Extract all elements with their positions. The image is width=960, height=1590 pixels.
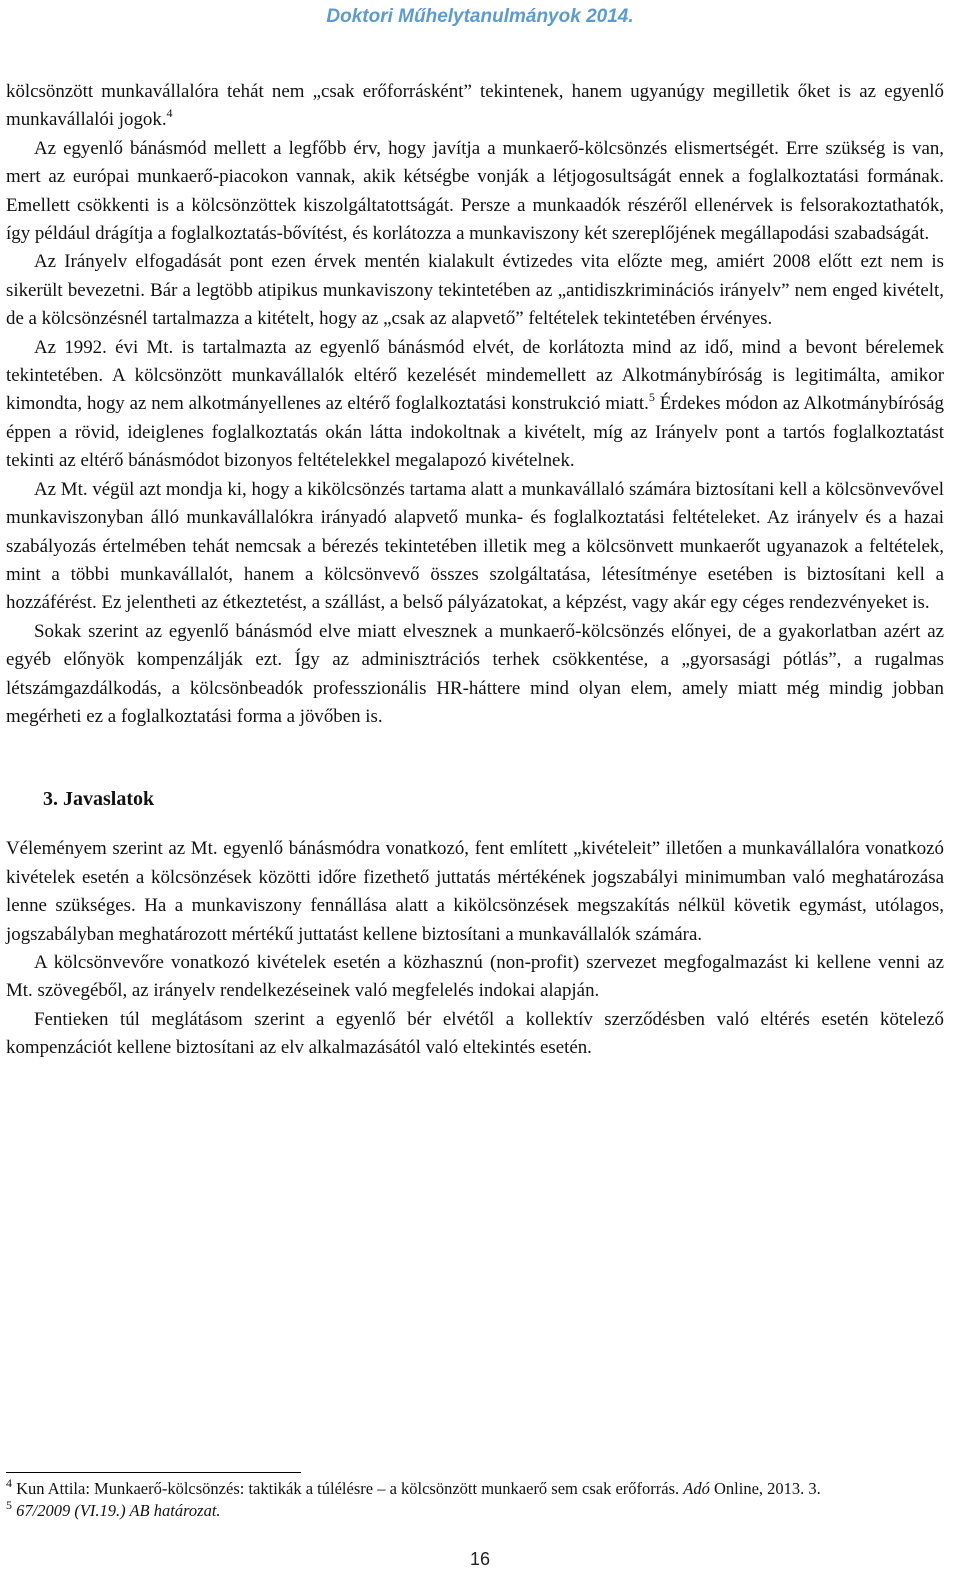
paragraph xyxy=(6,135,944,249)
footnotes xyxy=(6,1475,944,1522)
document-body xyxy=(6,78,944,1063)
paragraph xyxy=(6,248,944,333)
paragraph-text: Sokak szerint az egyenlő bánásmód elve miatt elvesznek a munkaerő-kölcsönzés előnyei, de a gyakorlatban azért az egyéb előnyök kompenzálják ezt. Így az adminisztrációs terhek csökkentése, a „gyorsasági pótlás”, a rugalmas létszámgazdálkodás, a kölcsönbeadók professzionális HR-háttere mind olyan elem, amely miatt még mindig jobban megérheti ez a foglalkoztatási forma a jövőben is. xyxy=(6,620,944,727)
section-heading: 3. Javaslatok xyxy=(43,788,155,811)
paragraph-text: Érdekes módon az Alkotmánybíróság éppen a rövid, ideiglenes foglalkoztatás okán látta indokoltnak a kivételt, míg az Irányelv pont a tartós foglalkoztatást tekinti az eltérő bánásmódot bizonyos feltételekkel megalapozó kivételnek. xyxy=(6,393,944,472)
paragraph-text: Az Mt. végül azt mondja ki, hogy a kikölcsönzés tartama alatt a munkavállaló számára biztosítani kell a kölcsönvevővel munkaviszonyban álló munkavállalókra irányadó alapvető munka- és foglalkoztatási feltételeket. Az irányelv és a hazai szabályozás értelmében tehát nemcsak a bérezés tekintetében illetik meg a kölcsönvett munkaerőt ugyanazok a feltételek, mint a többi munkavállalót, hanem a kölcsönvevő összes szolgáltatása, létesítménye esetében is biztosítani kell a hozzáférést. Ez jelentheti az étkeztetést, a szállást, a belső pályázatokat, a képzést, vagy akár egy céges rendezvényeket is. xyxy=(6,478,944,614)
paragraph-text: Az 1992. évi Mt. is tartalmazta az egyenlő bánásmód elvét, de korlátozta mind az idő, mind a bevont bérelemek tekintetében. A kölcsönzött munkavállalók eltérő kezelését mindemellett az Alkotmánybíróság is legitimálta, amikor kimondta, hogy az nem alkotmányellenes az eltérő foglalkoztatási konstrukció miatt. xyxy=(6,336,944,415)
footnote-separator xyxy=(6,1472,301,1473)
footnote-text: Kun Attila: Munkaerő-kölcsönzés: taktikák a túlélésre – a kölcsönzött munkaerő sem csak erőforrás. xyxy=(12,1479,684,1498)
footnote-number: 4 xyxy=(6,1475,12,1490)
paragraph-text: Az Irányelv elfogadását pont ezen érvek mentén kialakult évtizedes vita előzte meg, amiért 2008 előtt ezt nem is sikerült bevezetni. Bár a legtöbb atipikus munkaviszony tekintetében az „antidiszkriminációs irányelv” nem enged kivételt, de a kölcsönzésnél tartalmazza a kitételt, hogy az „csak az alapvető” feltételek tekintetében érvényes. xyxy=(6,251,944,330)
running-header: Doktori Műhelytanulmányok 2014. xyxy=(326,6,634,27)
footnote-source: Adó xyxy=(683,1479,710,1498)
paragraph xyxy=(6,334,944,476)
footnote-text: Online, 2013. 3. xyxy=(709,1479,821,1498)
footnote-source: 67/2009 (VI.19.) AB határozat. xyxy=(12,1501,221,1520)
footnote-ref[interactable]: 5 xyxy=(648,390,655,405)
footnote xyxy=(6,1497,944,1522)
paragraph: Véleményem szerint az Mt. egyenlő bánásmódra vonatkozó, fent említett „kivételeit” illetően a munkavállalóra vonatkozó kivételek esetén a kölcsönzések közötti időre fizethető juttatás mértékének jogszabályi minimumban való meghatározása lenne szükséges. Ha a munkaviszony fennállása alatt a kikölcsönzések megszakítás nélkül követik egymást, utólagos, jogszabályban meghatározott mértékű juttatást kellene biztosítani a munkavállalók számára. xyxy=(6,838,944,945)
paragraph xyxy=(6,618,944,732)
paragraph xyxy=(6,78,944,135)
page-number: 16 xyxy=(469,1549,491,1569)
footnote-number: 5 xyxy=(6,1497,12,1512)
paragraph: A kölcsönvevőre vonatkozó kivételek esetén a közhasznú (non-profit) szervezet megfogalmazást ki kellene venni az Mt. szövegéből, az irányelv rendelkezéseinek való megfelelés indokai alapján. xyxy=(6,951,944,1002)
footnote-ref[interactable]: 4 xyxy=(166,106,173,121)
paragraph-text: Az egyenlő bánásmód mellett a legfőbb érv, hogy javítja a munkaerő-kölcsönzés elismertségét. Erre szükség is van, mert az európai munkaerő-piacokon vannak, akik kétségbe vonják a létjogosultságát ennek a foglalkoztatási formának. Emellett csökkenti is a kölcsönzöttek kiszolgáltatottságát. Persze a munkaadók részéről ellenérvek is felsorakoztathatók, így például drágítja a foglalkoztatás-bővítést, és korlátozza a munkaviszony két szereplőjének megállapodási szabadságát. xyxy=(6,137,944,245)
footnote xyxy=(6,1475,944,1500)
paragraph: Fentieken túl meglátásom szerint a egyenlő bér elvétől a kollektív szerződésben való eltérés esetén kötelező kompenzációt kellene biztosítani az elv alkalmazásától való eltekintés esetén. xyxy=(6,1008,944,1059)
paragraph-text: kölcsönzött munkavállalóra tehát nem „csak erőforrásként” tekintenek, hanem ugyanúgy megilletik őket is az egyenlő munkavállalói jogok. xyxy=(6,81,944,131)
paragraph xyxy=(6,476,944,618)
